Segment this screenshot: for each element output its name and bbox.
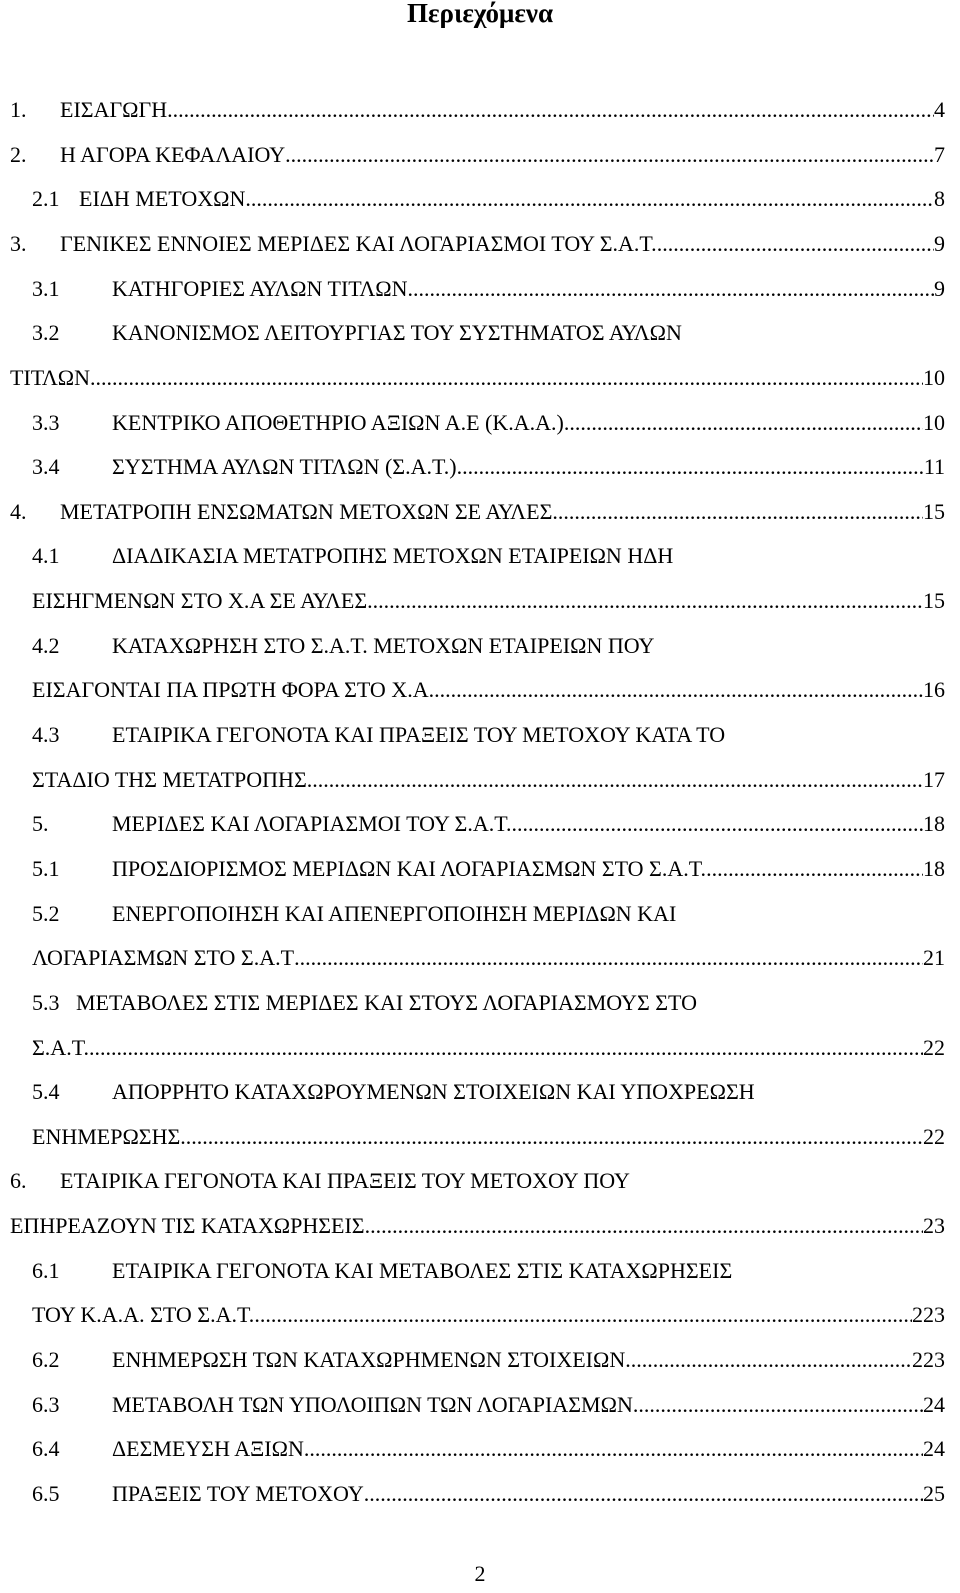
dot-leader <box>180 1123 923 1151</box>
toc-entry[interactable] <box>32 185 945 213</box>
dot-leader <box>552 498 923 526</box>
dot-leader <box>167 96 934 124</box>
toc-entry-text: ΜΕΤΑΒΟΛΕΣ ΣΤΙΣ ΜΕΡΙΔΕΣ ΚΑΙ ΣΤΟΥΣ ΛΟΓΑΡΙΑΣΜΟΥΣ ΣΤΟ <box>76 990 697 1015</box>
toc-entry-page: 9 <box>934 231 945 256</box>
toc-entry-page: 10 <box>923 365 945 390</box>
toc-entry-page: 24 <box>923 1392 945 1417</box>
toc-entry-first-line[interactable] <box>32 721 945 749</box>
toc-entry[interactable] <box>32 1435 945 1463</box>
toc-entry-number: 2. <box>10 142 27 167</box>
toc-entry-continuation[interactable] <box>32 944 945 972</box>
toc-entry-text: ΕΝΗΜΕΡΩΣΗ ΤΩΝ ΚΑΤΑΧΩΡΗΜΕΝΩΝ ΣΤΟΙΧΕΙΩΝ <box>112 1347 626 1372</box>
toc-entry[interactable] <box>32 409 945 437</box>
toc-entry-number: 5.2 <box>32 901 60 926</box>
toc-entry-page: 22 <box>923 1035 945 1060</box>
toc-entry-text-cont: ΤΟΥ Κ.Α.Α. ΣΤΟ Σ.Α.Τ. <box>32 1302 255 1327</box>
toc-entry-page: 4 <box>934 97 945 122</box>
dot-leader <box>254 1301 912 1329</box>
toc-entry-page: 17 <box>923 767 945 792</box>
toc-entry-page: 11 <box>923 454 945 479</box>
toc-entry-text-cont: ΕΙΣΗΓΜΕΝΩΝ ΣΤΟ Χ.Α ΣΕ ΑΥΛΕΣ <box>32 588 368 613</box>
toc-entry[interactable] <box>32 855 945 883</box>
toc-entry-first-line[interactable] <box>32 900 945 928</box>
toc-entry-text: ΕΙΣΑΓΩΓΗ <box>60 97 168 122</box>
toc-entry-page: 18 <box>923 856 945 881</box>
toc-entry-page: 7 <box>934 142 945 167</box>
toc-entry-first-line[interactable] <box>10 1167 945 1195</box>
toc-entry-text: ΑΠΟΡΡΗΤΟ ΚΑΤΑΧΩΡΟΥΜΕΝΩΝ ΣΤΟΙΧΕΙΩΝ ΚΑΙ ΥΠΟΧΡΕΩΣΗ <box>112 1079 755 1104</box>
toc-entry-text: ΠΡΑΞΕΙΣ ΤΟΥ ΜΕΤΟΧΟΥ <box>112 1481 364 1506</box>
toc-entry-page: 24 <box>923 1436 945 1461</box>
toc-entry-first-line[interactable] <box>32 542 945 570</box>
toc-entry[interactable] <box>10 498 945 526</box>
dot-leader <box>294 944 923 972</box>
dot-leader <box>625 1346 912 1374</box>
toc-entry-text-cont: ΤΙΤΛΩΝ <box>10 365 91 390</box>
toc-entry-page: 8 <box>934 186 945 211</box>
dot-leader <box>367 587 923 615</box>
toc-entry-continuation[interactable] <box>32 1301 945 1329</box>
toc-entry-continuation[interactable] <box>32 1123 945 1151</box>
toc-entry-number: 6. <box>10 1168 27 1193</box>
toc-entry-page: 23 <box>923 1213 945 1238</box>
toc-entry-number: 5.1 <box>32 856 60 881</box>
toc-entry-number: 4.1 <box>32 543 60 568</box>
dot-leader <box>89 1034 923 1062</box>
toc-entry-text: ΚΑΝΟΝΙΣΜΟΣ ΛΕΙΤΟΥΡΓΙΑΣ ΤΟΥ ΣΥΣΤΗΜΑΤΟΣ ΑΥΛΩΝ <box>112 320 682 345</box>
toc-entry-first-line[interactable] <box>32 989 945 1017</box>
dot-leader <box>365 1212 923 1240</box>
toc-entry-text: ΜΕΡΙΔΕΣ ΚΑΙ ΛΟΓΑΡΙΑΣΜΟΙ ΤΟΥ Σ.Α.Τ. <box>112 811 512 836</box>
toc-entry-number: 5. <box>32 811 49 836</box>
toc-entry-text-cont: ΕΠΗΡΕΑΖΟΥΝ ΤΙΣ ΚΑΤΑΧΩΡΗΣΕΙΣ <box>10 1213 365 1238</box>
toc-entry[interactable] <box>32 453 945 481</box>
toc-entry-number: 5.3 <box>32 990 60 1015</box>
toc-entry-first-line[interactable] <box>32 1257 945 1285</box>
toc-entry-page: 15 <box>923 588 945 613</box>
toc-entry-page: 25 <box>923 1481 945 1506</box>
toc-entry-text: ΕΙΔΗ ΜΕΤΟΧΩΝ <box>79 186 246 211</box>
toc-entry-text: ΚΕΝΤΡΙΚΟ ΑΠΟΘΕΤΗΡΙΟ ΑΞΙΩΝ Α.Ε (Κ.Α.Α.) <box>112 410 564 435</box>
toc-entry-number: 5.4 <box>32 1079 60 1104</box>
toc-entry-number: 4.2 <box>32 633 60 658</box>
toc-entry-continuation[interactable] <box>10 364 945 392</box>
toc-entry-number: 4.3 <box>32 722 60 747</box>
toc-entry-number: 3.2 <box>32 320 60 345</box>
toc-entry-number: 6.1 <box>32 1258 60 1283</box>
toc-entry-text-cont: ΕΙΣΑΓΟΝΤΑΙ ΠΑ ΠΡΩΤΗ ΦΟΡΑ ΣΤΟ Χ.Α. <box>32 677 435 702</box>
toc-entry[interactable] <box>10 230 945 258</box>
toc-entry[interactable] <box>10 96 945 124</box>
toc-entry-page: 16 <box>923 677 945 702</box>
toc-entry-first-line[interactable] <box>32 632 945 660</box>
toc-entry-page: 9 <box>934 276 945 301</box>
toc-entry-text: ΕΤΑΙΡΙΚΑ ΓΕΓΟΝΟΤΑ ΚΑΙ ΠΡΑΞΕΙΣ ΤΟΥ ΜΕΤΟΧΟΥ ΠΟΥ <box>60 1168 630 1193</box>
dot-leader <box>285 141 934 169</box>
toc-entry-number: 6.3 <box>32 1392 60 1417</box>
dot-leader <box>434 676 923 704</box>
toc-entry[interactable] <box>32 1346 945 1374</box>
toc-entry-text: Η ΑΓΟΡΑ ΚΕΦΑΛΑΙΟΥ <box>60 142 286 167</box>
toc-entry-text-cont: Σ.Α.Τ. <box>32 1035 89 1060</box>
toc-entry-page: 15 <box>923 499 945 524</box>
toc-entry-page: 18 <box>923 811 945 836</box>
toc-entry[interactable] <box>32 1391 945 1419</box>
dot-leader <box>564 409 923 437</box>
dot-leader <box>90 364 923 392</box>
dot-leader <box>633 1391 923 1419</box>
dot-leader <box>408 275 934 303</box>
toc-entry-page: 21 <box>923 945 945 970</box>
dot-leader <box>245 185 934 213</box>
toc-entry-page: 223 <box>912 1302 945 1327</box>
toc-entry-text: ΣΥΣΤΗΜΑ ΑΥΛΩΝ ΤΙΤΛΩΝ (Σ.Α.Τ.) <box>112 454 457 479</box>
toc-entry-number: 6.5 <box>32 1481 60 1506</box>
toc-entry-continuation[interactable] <box>32 676 945 704</box>
toc-entry-text-cont: ΣΤΑΔΙΟ ΤΗΣ ΜΕΤΑΤΡΟΠΗΣ <box>32 767 307 792</box>
dot-leader <box>512 810 923 838</box>
toc-entry-text: ΔΙΑΔΙΚΑΣΙΑ ΜΕΤΑΤΡΟΠΗΣ ΜΕΤΟΧΩΝ ΕΤΑΙΡΕΙΩΝ ΗΔΗ <box>112 543 674 568</box>
toc-entry-text: ΠΡΟΣΔΙΟΡΙΣΜΟΣ ΜΕΡΙΔΩΝ ΚΑΙ ΛΟΓΑΡΙΑΣΜΩΝ ΣΤΟ Σ.Α.Τ. <box>112 856 707 881</box>
toc-entry-text: ΕΤΑΙΡΙΚΑ ΓΕΓΟΝΟΤΑ ΚΑΙ ΜΕΤΑΒΟΛΕΣ ΣΤΙΣ ΚΑΤΑΧΩΡΗΣΕΙΣ <box>112 1258 733 1283</box>
toc-entry-text-cont: ΛΟΓΑΡΙΑΣΜΩΝ ΣΤΟ Σ.Α.Τ <box>32 945 295 970</box>
dot-leader <box>457 453 924 481</box>
toc-entry-first-line[interactable] <box>32 319 945 347</box>
toc-entry-number: 2.1 <box>32 186 60 211</box>
toc-entry-text: ΚΑΤΗΓΟΡΙΕΣ ΑΥΛΩΝ ΤΙΤΛΩΝ <box>112 276 408 301</box>
toc-entry-continuation[interactable] <box>32 1034 945 1062</box>
toc-entry-text: ΕΝΕΡΓΟΠΟΙΗΣΗ ΚΑΙ ΑΠΕΝΕΡΓΟΠΟΙΗΣΗ ΜΕΡΙΔΩΝ ΚΑΙ <box>112 901 677 926</box>
toc-entry-page: 223 <box>912 1347 945 1372</box>
toc-entry-number: 6.4 <box>32 1436 60 1461</box>
toc-entry-text: ΓΕΝΙΚΕΣ ΕΝΝΟΙΕΣ ΜΕΡΙΔΕΣ ΚΑΙ ΛΟΓΑΡΙΑΣΜΟΙ ΤΟΥ Σ.Α.Τ. <box>60 231 657 256</box>
toc-entry-number: 3.1 <box>32 276 60 301</box>
toc-entry-number: 3.3 <box>32 410 60 435</box>
toc-entry-page: 10 <box>923 410 945 435</box>
dot-leader <box>706 855 923 883</box>
toc-title: Περιεχόμενα <box>406 0 554 28</box>
toc-entry-text: ΕΤΑΙΡΙΚΑ ΓΕΓΟΝΟΤΑ ΚΑΙ ΠΡΑΞΕΙΣ ΤΟΥ ΜΕΤΟΧΟΥ ΚΑΤΑ ΤΟ <box>112 722 726 747</box>
toc-entry-text: ΚΑΤΑΧΩΡΗΣΗ ΣΤΟ Σ.Α.Τ. ΜΕΤΟΧΩΝ ΕΤΑΙΡΕΙΩΝ ΠΟΥ <box>112 633 655 658</box>
toc-entry-text: ΔΕΣΜΕΥΣΗ ΑΞΙΩΝ <box>112 1436 304 1461</box>
toc-entry[interactable] <box>32 810 945 838</box>
toc-entry-number: 1. <box>10 97 27 122</box>
toc-entry-continuation[interactable] <box>32 766 945 794</box>
toc-entry-text: ΜΕΤΑΒΟΛΗ ΤΩΝ ΥΠΟΛΟΙΠΩΝ ΤΩΝ ΛΟΓΑΡΙΑΣΜΩΝ <box>112 1392 633 1417</box>
dot-leader <box>304 1435 923 1463</box>
toc-entry-number: 3.4 <box>32 454 60 479</box>
toc-entry-continuation[interactable] <box>10 1212 945 1240</box>
dot-leader <box>657 230 934 258</box>
toc-entry-text-cont: ΕΝΗΜΕΡΩΣΗΣ <box>32 1124 181 1149</box>
toc-entry[interactable] <box>32 1480 945 1508</box>
toc-entry-number: 6.2 <box>32 1347 60 1372</box>
toc-entry[interactable] <box>32 275 945 303</box>
page-number: 2 <box>474 1561 486 1586</box>
toc-entry-page: 22 <box>923 1124 945 1149</box>
toc-entry-number: 3. <box>10 231 27 256</box>
toc-entry-text: ΜΕΤΑΤΡΟΠΗ ΕΝΣΩΜΑΤΩΝ ΜΕΤΟΧΩΝ ΣΕ ΑΥΛΕΣ <box>60 499 553 524</box>
toc-entry[interactable] <box>10 141 945 169</box>
toc-entry-first-line[interactable] <box>32 1078 945 1106</box>
dot-leader <box>307 766 923 794</box>
toc-entry-continuation[interactable] <box>32 587 945 615</box>
toc-entry-number: 4. <box>10 499 27 524</box>
dot-leader <box>364 1480 923 1508</box>
